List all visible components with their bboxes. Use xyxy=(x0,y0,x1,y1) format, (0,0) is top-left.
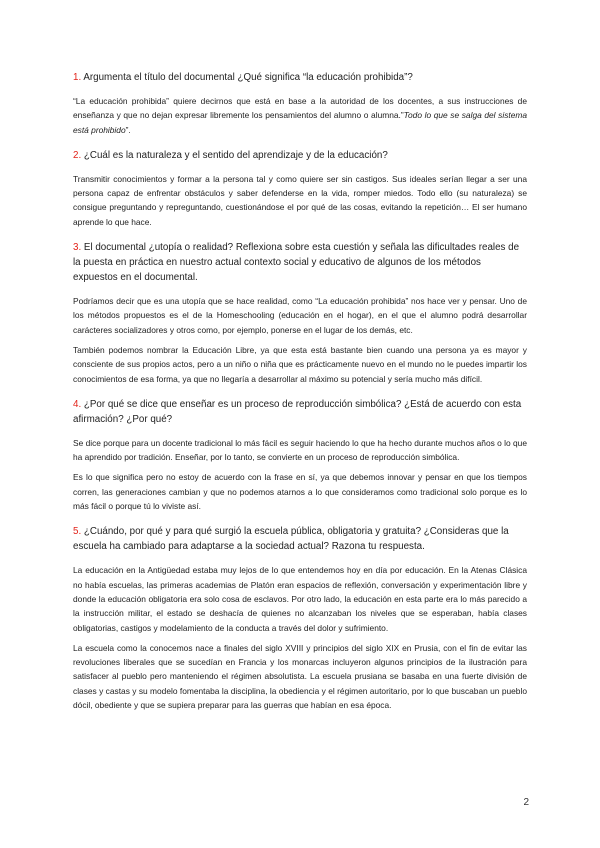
question-block-1 xyxy=(73,70,527,137)
question-heading xyxy=(73,524,527,554)
question-block-2 xyxy=(73,148,527,229)
question-heading xyxy=(73,240,527,285)
question-text: El documental ¿utopía o realidad? Reflexiona sobre esta cuestión y señala las dificultades reales de la puesta en práctica en nuestro actual contexto social y educativo de algunos de los métodos expuestos en el documental. xyxy=(73,242,520,284)
answer-paragraph: Podríamos decir que es una utopía que se hace realidad, como “La educación prohibida” nos hace ver y pensar. Uno de los métodos propuestos es el de la Homeschooling (educación en el hogar), en el que el alumno podrá desarrollar carácteres socializadores y otros como, por ejemplo, ponerse en el lugar de los demás, etc. xyxy=(73,296,527,335)
question-number: 1. xyxy=(73,72,82,83)
question-text: ¿Por qué se dice que enseñar es un proceso de reproducción simbólica? ¿Está de acuerdo con esta afirmación? ¿Por qué? xyxy=(73,398,522,425)
question-block-5 xyxy=(73,524,527,712)
answer-paragraph: Se dice porque para un docente tradicional lo más fácil es seguir haciendo lo que ha hecho durante muchos años o lo que ha aprendido por tradición. Enseñar, por lo tanto, se convierte en un proceso de reproducción simbólica. xyxy=(73,437,527,463)
answer-paragraph xyxy=(73,94,527,137)
question-heading xyxy=(73,70,527,85)
question-number: 3. xyxy=(73,242,82,254)
question-heading xyxy=(73,397,527,427)
question-heading xyxy=(73,148,527,163)
question-text: Argumenta el título del documental ¿Qué significa “la educación prohibida”? xyxy=(83,72,413,83)
question-number: 4. xyxy=(73,398,82,410)
question-number: 2. xyxy=(73,149,82,161)
answer-text-tail: ”. xyxy=(125,124,131,135)
answer-paragraph: Transmitir conocimientos y formar a la persona tal y como quiere ser sin castigos. Sus ideales serían llegar a ser una persona capaz de enfrentar obstáculos y saber defenderse en la vida, romper miedos. Todo ello (su naturaleza) se consigue preguntando y repreguntando, cuestionándose el por qué de las cosas, evitando la repetición… El ser humano aprende lo que hace. xyxy=(73,173,527,227)
question-text: ¿Cuándo, por qué y para qué surgió la escuela pública, obligatoria y gratuita? ¿Consideras que la escuela ha cambiado para adaptarse a la sociedad actual? Razona tu respuesta. xyxy=(73,526,509,553)
answer-paragraph: Es lo que significa pero no estoy de acuerdo con la frase en sí, ya que debemos innovar y pensar en que los tiempos corren, las generaciones cambian y que no podemos atarnos a lo que consideramos como tradicional solo porque es lo más fácil o porque tú lo viviste así. xyxy=(73,472,527,512)
question-block-3 xyxy=(73,240,527,386)
question-number: 5. xyxy=(73,526,82,538)
question-text: ¿Cuál es la naturaleza y el sentido del aprendizaje y de la educación? xyxy=(83,149,388,161)
answer-text: “La educación prohibida” quiere decirnos que está en base a la autoridad de los docentes, a sus instrucciones de enseñanza y que no dejan expresar libremente los pensamientos del alumno o alumna.” xyxy=(73,96,527,121)
answer-paragraph: También podemos nombrar la Educación Libre, ya que esta está bastante bien cuando una persona ya es mayor y consciente de sus propios actos, pero a un niño o niña que es prácticamente nuevo en el mundo no le puedes impartir los conocimientos de esa forma, ya que no llegaría a desarrollar al máximo su potencial y sería mucho más difícil. xyxy=(73,344,527,384)
answer-emphasis: Todo lo que se salga del sistema está prohibido xyxy=(73,110,528,135)
page-number: 2 xyxy=(523,797,529,808)
question-block-4 xyxy=(73,397,527,513)
answer-paragraph: La escuela como la conocemos nace a finales del siglo XVIII y principios del siglo XIX en Prusia, con el fin de evitar las revoluciones liberales que se sucedían en Francia y los monarcas incluyeron algunos principios de la ilustración para satisfacer al pueblo pero manteniendo el régimen absolutista. La escuela prusiana se basaba en una fuerte división de clases y castas y su modelo fomentaba la disciplina, la obediencia y el régimen autoritario, por lo que buscaban un pueblo dócil, obediente y que se supiera preparar para las guerras que habían en esa época. xyxy=(73,642,527,711)
answer-paragraph: La educación en la Antigüedad estaba muy lejos de lo que entendemos hoy en día por educación. En la Atenas Clásica no había escuelas, las primeras academias de Platón eran espacios de reflexión, conversación y experimentación libre y donde la educación obligatoria era solo cosa de esclavos. Por otro lado, la educación en esta parte era lo más parecido a la instrucción militar, el estado se deshacía de quienes no alcanzaban los niveles que se esperaban, había clases obligatorias, castigos y modelamiento de la conducta a través del dolor y sufrimiento. xyxy=(73,565,527,633)
document-page xyxy=(73,70,527,718)
